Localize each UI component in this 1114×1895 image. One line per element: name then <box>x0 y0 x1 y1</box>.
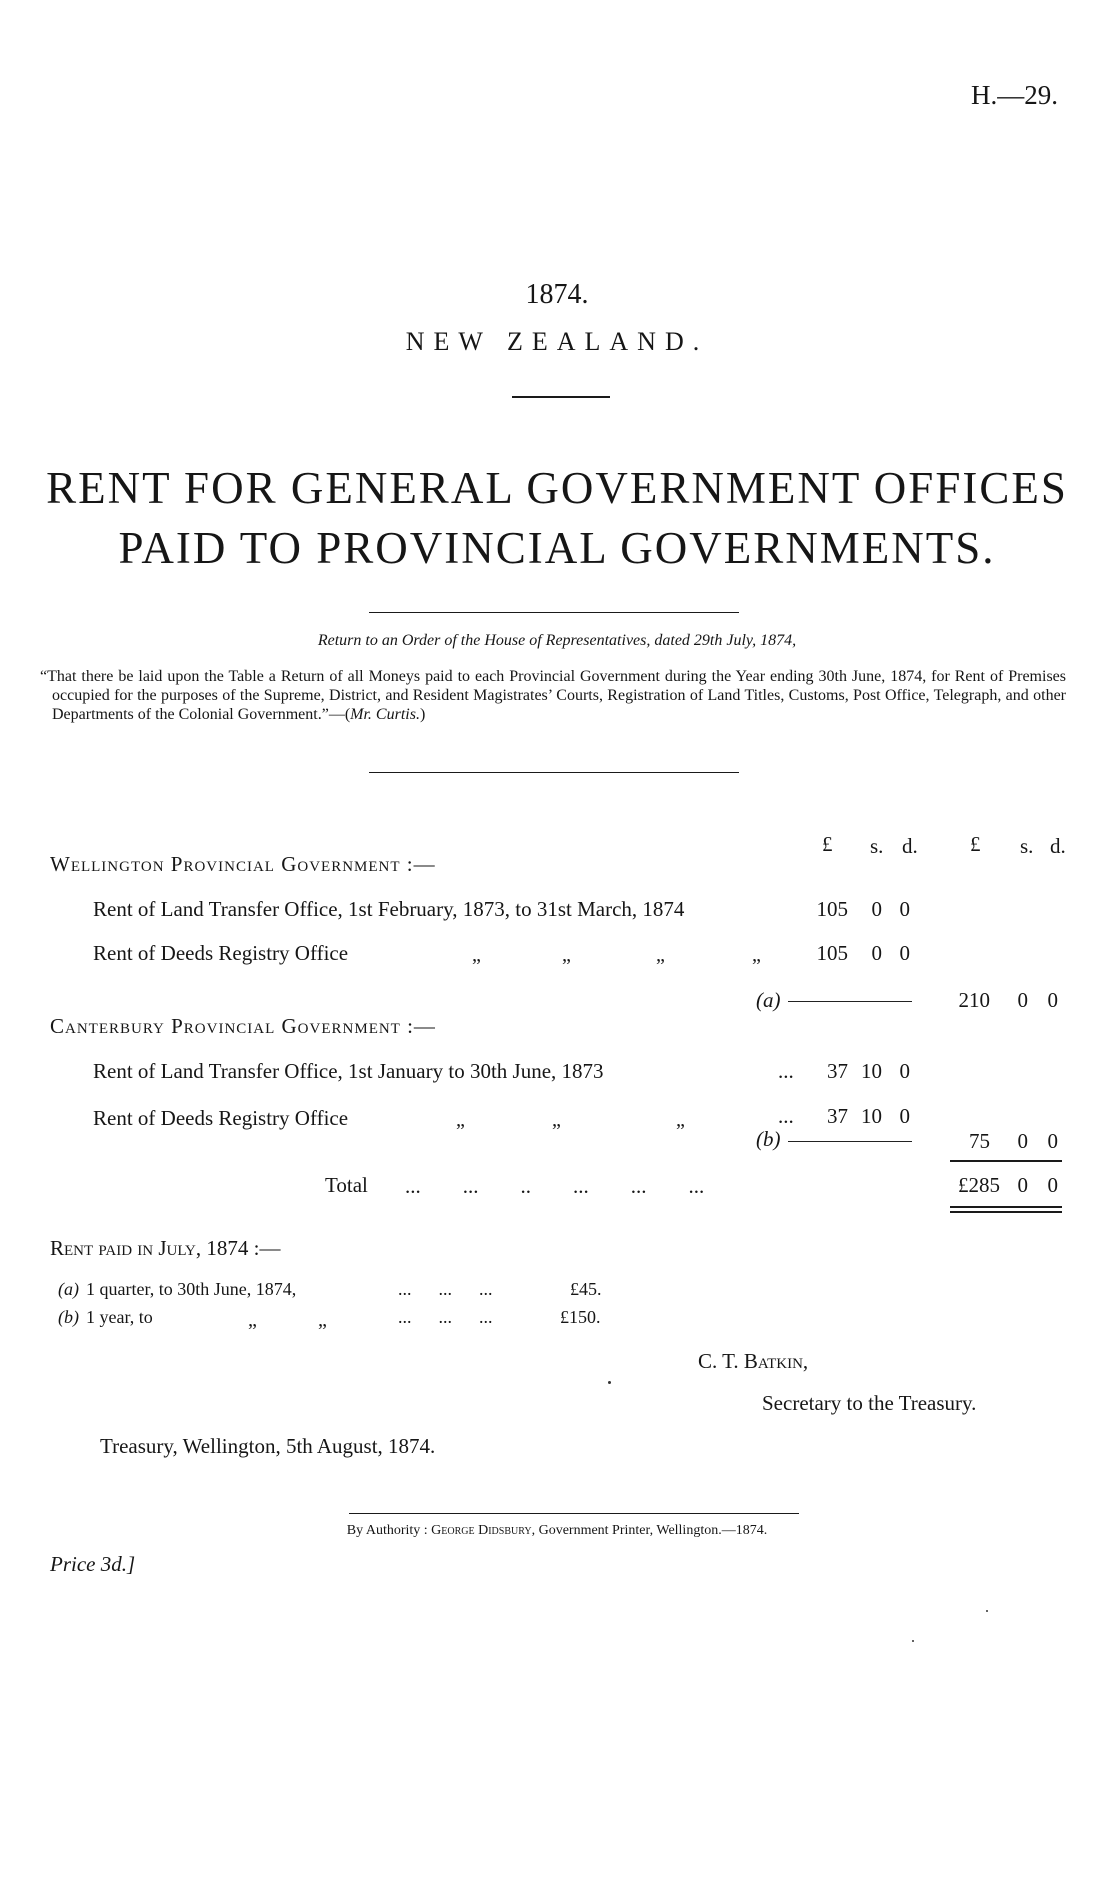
wellington-row-1-label: Rent of Land Transfer Office, 1st February, 1873, to 31st March, 1874 <box>93 897 685 921</box>
title-rule <box>369 612 739 613</box>
total-pounds: £285 <box>958 1173 1000 1197</box>
wellington-row-2-ditto-2: „ <box>562 944 571 966</box>
canterbury-row-1-shillings: 10 <box>861 1059 882 1083</box>
title-line-2: PAID TO PROVINCIAL GOVERNMENTS. <box>118 523 996 573</box>
wellington-subtotal-pence: 0 <box>1047 988 1058 1012</box>
paper-reference: H.—29. <box>971 80 1058 110</box>
wellington-row-2-ditto-3: „ <box>656 944 665 966</box>
imprint-prefix: By Authority : <box>346 1523 428 1538</box>
title-line-1: RENT FOR GENERAL GOVERNMENT OFFICES <box>46 463 1068 513</box>
col-pence-2: d. <box>1050 834 1066 858</box>
signature-name: C. T. Batkin, <box>698 1349 809 1373</box>
wellington-row-2-ditto-4: „ <box>752 944 761 966</box>
canterbury-row-1-leader: ... <box>778 1059 794 1083</box>
canterbury-row-2-shillings: 10 <box>861 1104 882 1128</box>
order-text: “That there be laid upon the Table a Return of all Moneys paid to each Provincial Government during the Year ending 30th June, 1874, for Rent of Premises occupied for the purposes of the Supreme, District, and Resident Magistrates’ Courts, Registration of Land Titles, Customs, Post Office, Telegraph, and other Departments of the Colonial Government.”—( <box>40 668 1066 723</box>
wellington-row-2-label: Rent of Deeds Registry Office <box>93 941 349 965</box>
speck-2 <box>912 1640 914 1642</box>
order-caption: Return to an Order of the House of Representatives, dated 29th July, 1874, <box>317 632 797 649</box>
order-rule <box>369 772 739 773</box>
total-rule-below-2 <box>950 1211 1062 1213</box>
rent-paid-b-mark: (b) <box>58 1307 79 1327</box>
canterbury-row-2-ditto-3: „ <box>676 1109 685 1131</box>
canterbury-row-2-ditto-1: „ <box>456 1109 465 1131</box>
price: Price 3d.] <box>50 1552 136 1576</box>
col-shilling-1: s. <box>870 834 884 858</box>
rent-paid-heading-text: Rent paid in July, 1874 :— <box>50 1236 281 1260</box>
wellington-subtotal-dash <box>788 1001 912 1002</box>
rent-paid-b-amount: £150. <box>560 1307 601 1327</box>
canterbury-row-2-pounds: 37 <box>827 1104 848 1128</box>
header-rule <box>512 396 610 398</box>
canterbury-subtotal-pence: 0 <box>1047 1129 1058 1153</box>
total-pence: 0 <box>1047 1173 1058 1197</box>
total-shillings: 0 <box>1017 1173 1028 1197</box>
imprint-rule <box>349 1513 799 1514</box>
wellington-row-2-shillings: 0 <box>871 941 882 965</box>
speck-1 <box>608 1381 611 1384</box>
rent-paid-b-text: 1 year, to <box>86 1307 153 1327</box>
place-date: Treasury, Wellington, 5th August, 1874. <box>100 1434 436 1458</box>
canterbury-mark: (b) <box>756 1127 781 1151</box>
speck-3 <box>986 1610 988 1612</box>
wellington-row-2-pence: 0 <box>899 941 910 965</box>
rent-paid-a-text: 1 quarter, to 30th June, 1874, <box>86 1279 297 1299</box>
rent-paid-a-leader: ... ... ... <box>398 1279 493 1299</box>
wellington-row-2-ditto-1: „ <box>472 944 481 966</box>
canterbury-subtotal-shillings: 0 <box>1017 1129 1028 1153</box>
canterbury-row-2-leader: ... <box>778 1104 794 1128</box>
imprint-printer: George Didsbury, <box>431 1523 536 1538</box>
total-label: Total <box>325 1173 368 1197</box>
rent-paid-b-ditto-2: „ <box>318 1309 327 1331</box>
year: 1874. <box>525 279 589 310</box>
canterbury-row-1-label: Rent of Land Transfer Office, 1st January to 30th June, 1873 <box>93 1059 604 1083</box>
order-quote <box>40 667 1066 724</box>
canterbury-row-2-pence: 0 <box>899 1104 910 1128</box>
wellington-mark: (a) <box>756 988 781 1012</box>
wellington-subtotal-shillings: 0 <box>1017 988 1028 1012</box>
wellington-heading: Wellington Provincial Government :— <box>50 852 436 876</box>
canterbury-subtotal-dash <box>788 1141 912 1142</box>
total-rule-below-1 <box>950 1206 1062 1208</box>
order-close: ) <box>419 706 426 723</box>
wellington-row-2-pounds: 105 <box>816 941 848 965</box>
canterbury-heading: Canterbury Provincial Government :— <box>50 1014 436 1038</box>
canterbury-subtotal-pounds: 75 <box>969 1129 990 1153</box>
rent-paid-a-amount: £45. <box>570 1279 602 1299</box>
canterbury-row-1-pounds: 37 <box>827 1059 848 1083</box>
rent-paid-b-ditto-1: „ <box>248 1309 257 1331</box>
country: NEW ZEALAND. <box>405 327 709 356</box>
wellington-subtotal-pounds: 210 <box>958 988 990 1012</box>
rent-paid-heading <box>50 1236 280 1261</box>
canterbury-row-2-label: Rent of Deeds Registry Office <box>93 1106 349 1130</box>
col-pound-1: £ <box>822 832 833 856</box>
col-shilling-2: s. <box>1020 834 1034 858</box>
col-pound-2: £ <box>970 832 981 856</box>
canterbury-row-1-pence: 0 <box>899 1059 910 1083</box>
total-leaders: ... ... .. ... ... ... <box>405 1174 705 1198</box>
canterbury-row-2-ditto-2: „ <box>552 1109 561 1131</box>
signature-office: Secretary to the Treasury. <box>762 1391 977 1415</box>
order-mover: Mr. Curtis. <box>350 706 420 723</box>
wellington-row-1-pence: 0 <box>899 897 910 921</box>
total-rule-above <box>950 1160 1062 1162</box>
wellington-row-1-pounds: 105 <box>816 897 848 921</box>
imprint <box>0 1523 1114 1539</box>
rent-paid-a-mark: (a) <box>58 1279 79 1299</box>
rent-paid-b-leader: ... ... ... <box>398 1307 493 1327</box>
wellington-row-1-shillings: 0 <box>871 897 882 921</box>
imprint-rest: Government Printer, Wellington.—1874. <box>538 1523 768 1538</box>
col-pence-1: d. <box>902 834 918 858</box>
